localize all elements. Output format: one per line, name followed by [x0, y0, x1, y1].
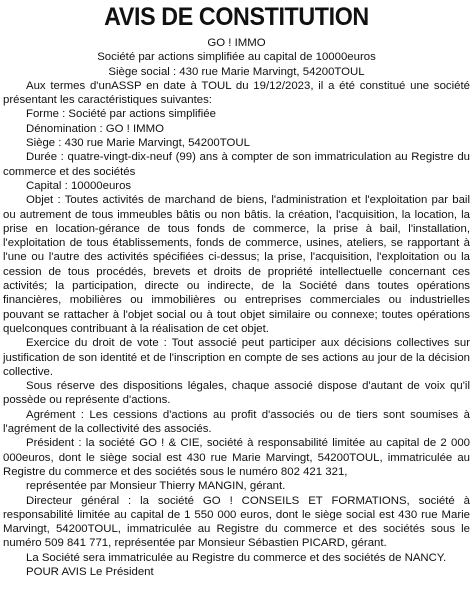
- company-form-capital: Société par actions simplifiée au capital de 10000euros: [97, 51, 376, 64]
- notice-title: AVIS DE CONSTITUTION: [104, 3, 369, 31]
- item-seat: Siège : 430 rue Marie Marvingt, 54200TOUL: [26, 137, 250, 150]
- item-voting-rights: Exercice du droit de vote : Tout associé peut participer aux décisions collectives sur justification de son identité et de l'inscription en compte de ses actions au jour de la décision collective.: [3, 337, 470, 378]
- item-president: Président : la société GO ! & CIE, société à responsabilité limitée au capital de 2 000 000euros, dont le siège social est 430 rue Marie Marvingt, 54200TOUL, immatriculée au Registre du commerce et des sociétés sous le numéro 802 421 321,: [3, 437, 470, 478]
- item-capital: Capital : 10000euros: [26, 179, 132, 192]
- item-form: Forme : Société par actions simplifiée: [26, 108, 216, 121]
- item-duration: Durée : quatre-vingt-dix-neuf (99) ans à compter de son immatriculation au Registre du commerce et des sociétés: [3, 151, 470, 178]
- intro-paragraph: Aux termes d'unASSP en date à TOUL du 19/12/2023, il a été constitué une société présentant les caractéristiques suivantes:: [3, 79, 470, 107]
- item-general-director: Directeur général : la société GO ! CONSEILS ET FORMATIONS, société à responsabilité limitée au capital de 1 550 000 euros, dont le siège social est 430 rue Marie Marvingt, 54200TOUL, immatriculée au Registre du commerce et des sociétés sous le numéro 509 841 771, représentée par Monsieur Sébastien PICARD, gérant.: [3, 494, 470, 550]
- signature: POUR AVIS Le Président: [26, 565, 154, 578]
- company-head-office: Siège social : 430 rue Marie Marvingt, 54200TOUL: [108, 65, 365, 78]
- item-registration: La Société sera immatriculée au Registre du commerce et des sociétés de NANCY.: [26, 551, 447, 564]
- item-president-representative: représentée par Monsieur Thierry MANGIN, gérant.: [26, 480, 286, 493]
- item-denomination: Dénomination : GO ! IMMO: [26, 122, 164, 135]
- item-object: Objet : Toutes activités de marchand de biens, l'administration et l'exploitation par bail ou autrement de tous immeubles bâtis ou non bâtis. la création, l'acquisition, la location, la prise en location-gérance de tous fonds de commerce, la prise à bail, l'installation, l'exploitation de tous établissements, fonds de commerce, usines, ateliers, se rapportant à l'une ou l'autre des activités spécifiées ci-dessus; la prise, l'acquisition, l'exploitation ou la cession de tous procédés, brevets et droits de propriété intellectuelle concernant ces activités; la participation, directe ou indirecte, de la Société dans toutes opérations financières, mobilières ou immobilières ou entreprises commerciales ou industrielles pouvant se rattacher à l'objet social ou à tout objet similaire ou connexe; toutes opérations quelconques contribuant à la réalisation de cet objet.: [3, 194, 470, 335]
- item-voting-reserve: Sous réserve des dispositions légales, chaque associé dispose d'autant de voix qu'il possède ou représente d'actions.: [3, 380, 470, 407]
- company-name: GO ! IMMO: [207, 37, 266, 49]
- item-approval: Agrément : Les cessions d'actions au profit d'associés ou de tiers sont soumises à l'agrément de la collectivité des associés.: [3, 408, 470, 436]
